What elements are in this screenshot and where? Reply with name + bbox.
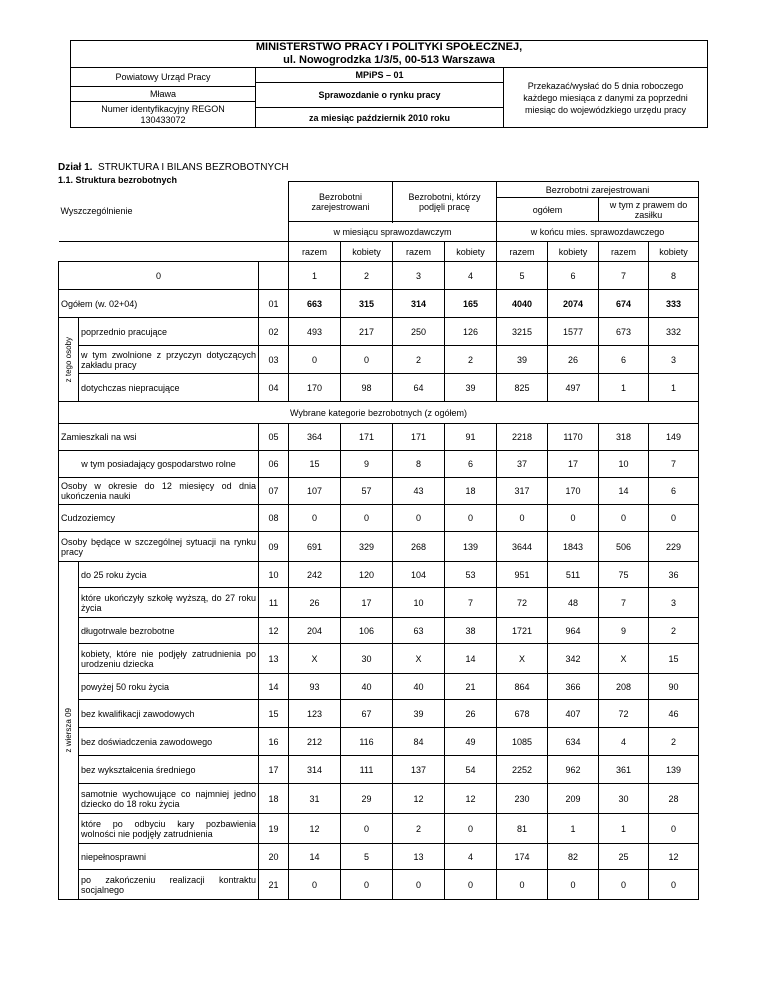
table-row: Ogółem (w. 02+04) 01 663 315 314 165 4040 2074 674 333 [59,290,699,318]
column-number-row: 0 1 2 3 4 5 6 7 8 [59,262,699,290]
table-row: bez wykształcenia średniego 17 314 111 137 54 2252 962 361 139 [59,756,699,784]
table-row: dotychczas niepracujące 04 170 98 64 39 825 497 1 1 [59,374,699,402]
subheader-kobiety: kobiety [649,242,699,262]
side-label-a: z tego osoby [64,336,73,383]
subheader-razem: razem [599,242,649,262]
section-subtitle: 1.1. Struktura bezrobotnych [58,175,178,185]
subheader-row [59,242,699,262]
header-in-month: w miesiącu sprawozdawczym [289,222,497,242]
ministry-address: ul. Nowogrodzka 1/3/5, 00-513 Warszawa [283,54,495,66]
header-registered: Bezrobotni zarejestrowani [289,182,393,222]
table-row: po zakończeniu realizacji kontraktu socjalnego 21 0 0 0 0 0 0 0 0 [59,870,699,900]
table-row: powyżej 50 roku życia 14 93 40 40 21 864 366 208 90 [59,674,699,700]
table-row: które ukończyły szkołę wyższą, do 27 roku życia 11 26 17 10 7 72 48 7 3 [59,588,699,618]
table-row: Zamieszkali na wsi 05 364 171 171 91 2218 1170 318 149 [59,424,699,451]
report-period: za miesiąc październik 2010 roku [255,107,504,128]
table-row: bez doświadczenia zawodowego 16 212 116 84 49 1085 634 4 2 [59,728,699,756]
table-row: samotnie wychowujące co najmniej jedno dziecko do 18 roku życia 18 31 29 12 12 230 209 30 28 [59,784,699,814]
side-label-cell [59,562,79,900]
subheader-razem: razem [393,242,445,262]
table-row: Osoby w okresie do 12 miesięcy od dnia ukończenia nauki 07 107 57 43 18 317 170 14 6 [59,478,699,505]
header-end-month: w końcu mies. sprawozdawczego [497,222,699,242]
form-code: MPiPS – 01 [255,67,504,83]
categories-title: Wybrane kategorie bezrobotnych (z ogółem) [59,402,699,424]
header-registered-end: Bezrobotni zarejestrowani [497,182,699,198]
table-row: bez kwalifikacji zawodowych 15 123 67 39 26 678 407 72 46 [59,700,699,728]
subheader-razem: razem [497,242,548,262]
label-header-cell [59,182,289,242]
ministry-title [70,40,708,68]
table-row: z wiersza 09 do 25 roku życia 10 242 120 104 53 951 511 75 36 [59,562,699,588]
table-row: w tym posiadający gospodarstwo rolne 06 15 9 8 6 37 17 10 7 [59,451,699,478]
report-header [70,40,708,128]
report-name: Sprawozdanie o rynku pracy [255,82,504,108]
table-row: niepełnosprawni 20 14 5 13 4 174 82 25 12 [59,844,699,870]
header-with-benefit: w tym z prawem do zasiłku [599,198,699,222]
table-row: Cudzoziemcy 08 0 0 0 0 0 0 0 0 [59,505,699,532]
submission-instruction: Przekazać/wysłać do 5 dnia roboczego każdego miesiąca z danymi za poprzedni miesiąc do wojewódzkiego urzędu pracy [503,67,708,128]
subheader-kobiety: kobiety [341,242,393,262]
unemployment-structure-table [58,181,699,900]
header-took-job: Bezrobotni, którzy podjęli pracę [393,182,497,222]
ministry-name: MINISTERSTWO PRACY I POLITYKI SPOŁECZNEJ, [255,41,523,53]
city-cell: Mława [70,86,256,102]
table-row: Osoby będące w szczególnej sytuacji na rynku pracy 09 691 329 268 139 3644 1843 506 229 [59,532,699,562]
side-label-cell [59,318,79,402]
subheader-kobiety: kobiety [548,242,599,262]
office-cell: Powiatowy Urząd Pracy [70,67,256,87]
subheader-razem: razem [289,242,341,262]
side-label-b: z wiersza 09 [64,708,73,753]
section-title: Dział 1. STRUKTURA I BILANS BEZROBOTNYCH [58,162,289,173]
header-total: ogółem [497,198,599,222]
regon-cell: Numer identyfikacyjny REGON 130433072 [70,101,256,128]
subheader-kobiety: kobiety [445,242,497,262]
table-row: długotrwale bezrobotne 12 204 106 63 38 1721 964 9 2 [59,618,699,644]
table-row: w tym zwolnione z przyczyn dotyczących zakładu pracy 03 0 0 2 2 39 26 6 3 [59,346,699,374]
label-column-header: Wyszczególnienie [60,206,133,217]
table-row: kobiety, które nie podjęły zatrudnienia po urodzeniu dziecka 13 X 30 X 14 X 342 X 15 [59,644,699,674]
categories-title-row [59,402,699,424]
table-row: które po odbyciu kary pozbawienia wolności nie podjęły zatrudnienia 19 12 0 2 0 81 1 1 0 [59,814,699,844]
table-row: z tego osoby poprzednio pracujące 02 493 217 250 126 3215 1577 673 332 [59,318,699,346]
